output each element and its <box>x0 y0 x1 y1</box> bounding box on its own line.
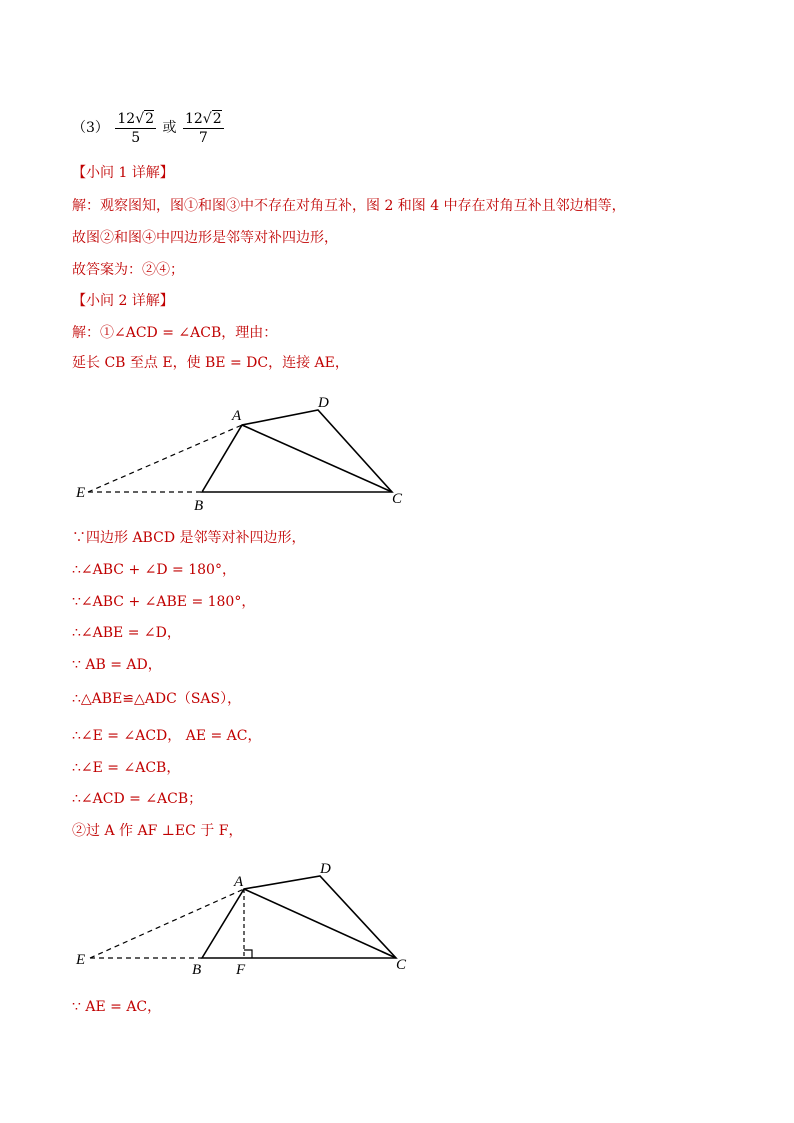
label-C: C <box>396 957 407 973</box>
proof-line-4: ∴∠ABE = ∠D， <box>72 625 181 641</box>
proof-line-9: ∴∠ACD = ∠ACB； <box>72 791 203 807</box>
answer-3-prefix: （3） <box>72 120 109 136</box>
or-text: 或 <box>162 120 177 136</box>
label-E: E <box>76 485 86 501</box>
proof-line-5: ∵ AB = AD， <box>72 657 162 673</box>
label-A: A <box>232 408 242 424</box>
section1-heading: 【小问 1 详解】 <box>72 165 174 181</box>
answer-3 <box>72 108 226 148</box>
section2-line4: ∵ AE = AC， <box>72 999 162 1015</box>
proof-line-3: ∵∠ABC + ∠ABE = 180°， <box>72 594 256 610</box>
label-D: D <box>318 395 329 411</box>
proof-line-1: ∵四边形 ABCD 是邻等对补四边形， <box>72 530 306 546</box>
label-B: B <box>194 498 204 514</box>
proof-line-6: ∴△ABE≌△ADC（SAS）， <box>72 691 242 707</box>
proof-line-2: ∴∠ABC + ∠D = 180°， <box>72 562 236 578</box>
label-C: C <box>392 491 403 507</box>
section2-line3: ②过 A 作 AF ⊥EC 于 F， <box>72 823 243 839</box>
section2-line1: 解：①∠ACD = ∠ACB，理由： <box>72 325 278 341</box>
figure-1 <box>70 392 430 522</box>
label-A: A <box>234 874 244 890</box>
section1-line3: 故答案为：②④； <box>72 262 184 278</box>
fraction-2: $\frac{12√2}{7}$ <box>184 110 222 146</box>
label-D: D <box>320 861 331 877</box>
label-F: F <box>236 962 246 978</box>
figure-2 <box>70 855 430 985</box>
proof-line-8: ∴∠E = ∠ACB， <box>72 760 181 776</box>
label-B: B <box>192 962 202 978</box>
proof-line-7: ∴∠E = ∠ACD， AE = AC， <box>72 728 262 744</box>
section2-heading: 【小问 2 详解】 <box>72 293 174 309</box>
section1-line2: 故图②和图④中四边形是邻等对补四边形， <box>72 230 338 246</box>
label-E: E <box>76 952 86 968</box>
fraction-1: $\frac{12√2}{5}$ <box>117 110 155 146</box>
section2-line2: 延长 CB 至点 E，使 BE = DC，连接 AE， <box>72 355 349 371</box>
section1-line1: 解：观察图知，图①和图③中不存在对角互补，图 2 和图 4 中存在对角互补且邻边相等， <box>72 198 626 214</box>
